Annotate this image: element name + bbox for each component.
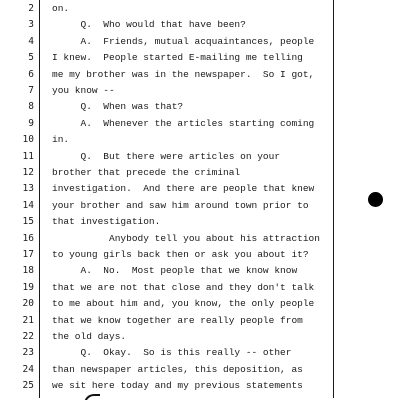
line-text: that we are not that close and they don't talk: [52, 281, 315, 293]
line-text: in.: [52, 134, 70, 146]
handwritten-mark: [84, 394, 100, 400]
transcript-line: [0, 181, 400, 197]
line-number: 8: [28, 101, 34, 113]
line-number: 14: [22, 199, 34, 211]
transcript-line: [0, 247, 400, 263]
line-text: A. No. Most people that we know know: [52, 265, 298, 277]
transcript-line: [0, 83, 400, 99]
line-text: on.: [52, 3, 70, 14]
transcript-line: [0, 362, 400, 378]
line-number: 4: [28, 35, 34, 47]
transcript-line: [0, 34, 400, 50]
transcript-line: [0, 345, 400, 361]
line-text: me my brother was in the newspaper. So I got,: [52, 68, 315, 80]
line-text: brother that precede the criminal: [52, 167, 241, 178]
line-text: Q. Okay. So is this really -- other: [52, 347, 292, 359]
transcript-line: [0, 99, 400, 115]
line-number: 22: [22, 331, 34, 342]
line-text: Anybody tell you about his attraction: [52, 232, 320, 244]
transcript-line: [0, 263, 400, 279]
line-number: 9: [28, 117, 34, 129]
line-text: your brother and saw him around town prior to: [52, 199, 309, 211]
transcript-line: [0, 378, 400, 394]
line-text: Q. But there were articles on your: [52, 150, 281, 162]
line-text: Q. When was that?: [52, 101, 184, 113]
line-number: 25: [22, 380, 34, 392]
binder-punch-hole: [368, 192, 383, 207]
line-text: that we know together are really people from: [52, 314, 303, 326]
transcript-line: [0, 1, 400, 17]
line-text: A. Whenever the articles starting coming: [52, 117, 315, 129]
transcript-line: [0, 329, 400, 345]
line-number: 18: [22, 265, 34, 277]
transcript-line: [0, 116, 400, 132]
line-number: 15: [22, 216, 34, 228]
transcript-line: [0, 296, 400, 312]
line-number: 6: [28, 68, 34, 80]
line-number: 24: [22, 363, 34, 375]
transcript-line: [0, 214, 400, 230]
line-number: 23: [22, 347, 34, 359]
line-number: 13: [22, 183, 34, 195]
line-number: 19: [22, 281, 34, 293]
line-text: you know --: [52, 85, 115, 96]
transcript-line: [0, 132, 400, 148]
transcript-line: [0, 165, 400, 181]
transcript-line: [0, 50, 400, 66]
transcript-line: [0, 67, 400, 83]
transcript-line: [0, 149, 400, 165]
transcript-line: [0, 231, 400, 247]
line-number: 11: [22, 150, 34, 162]
line-text: than newspaper articles, this deposition, as: [52, 363, 303, 375]
line-number: 16: [22, 232, 34, 244]
line-text: investigation. And there are people that knew: [52, 183, 315, 195]
line-text: we sit here today and my previous statements: [52, 380, 303, 392]
line-text: that investigation.: [52, 216, 161, 228]
transcript-line: [0, 17, 400, 33]
line-text: A. Friends, mutual acquaintances, people: [52, 35, 315, 47]
line-number: 21: [22, 314, 34, 326]
line-number: 10: [22, 134, 34, 146]
line-text: the old days.: [52, 331, 127, 342]
line-number: 12: [22, 167, 34, 178]
line-number: 17: [22, 249, 34, 260]
line-number: 20: [22, 298, 34, 310]
line-text: Q. Who would that have been?: [52, 19, 246, 31]
line-number: 7: [28, 85, 34, 96]
line-text: to young girls back then or ask you about it?: [52, 249, 309, 260]
transcript-line: [0, 198, 400, 214]
line-number: 5: [28, 52, 34, 64]
line-text: I knew. People started E-mailing me telling: [52, 52, 303, 64]
transcript-line: [0, 313, 400, 329]
line-number: 3: [28, 19, 34, 31]
transcript-line: [0, 280, 400, 296]
line-number: 2: [28, 3, 34, 14]
line-text: to me about him and, you know, the only people: [52, 298, 315, 310]
